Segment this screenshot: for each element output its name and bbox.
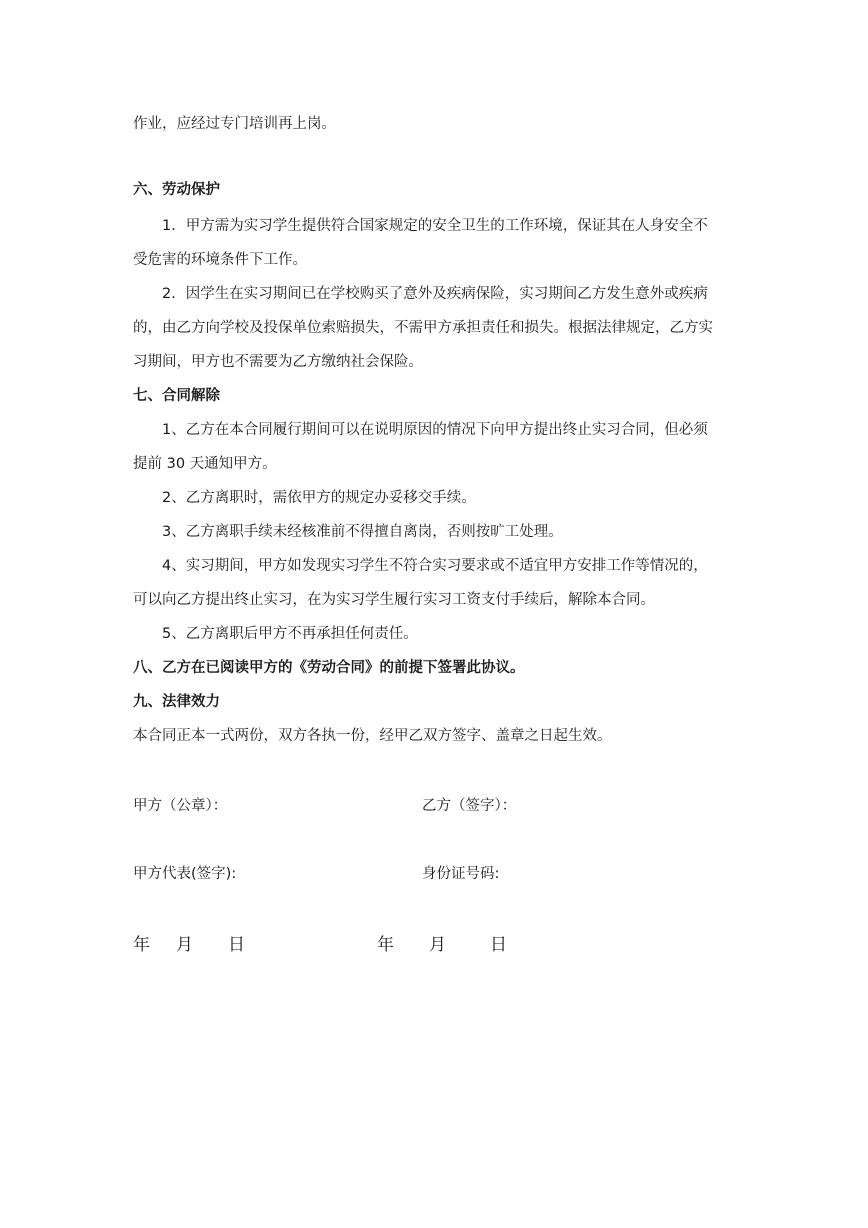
section-8-heading: 八、乙方在已阅读甲方的《劳动合同》的前提下签署此协议。: [133, 660, 525, 676]
section-6-heading: 六、劳动保护: [133, 182, 220, 198]
party-b-date-day: 日: [490, 935, 507, 955]
section-9-text: 本合同正本一式两份，双方各执一份，经甲乙双方签字、盖章之日起生效。: [133, 728, 612, 744]
section-7-item-5: 5、乙方离职后甲方不再承担任何责任。: [162, 626, 418, 642]
party-a-date-month: 月: [176, 935, 193, 955]
party-a-seal-label: 甲方（公章）：: [133, 798, 228, 814]
party-a-date-day: 日: [228, 935, 245, 955]
party-a-date-year: 年: [133, 935, 150, 955]
party-b-date-month: 月: [429, 935, 446, 955]
party-b-sign-label: 乙方（签字）：: [422, 798, 517, 814]
section-7-item-1-line-1: 1、乙方在本合同履行期间可以在说明原因的情况下向甲方提出终止实习合同，但必须: [162, 422, 708, 438]
section-7-item-2: 2、乙方离职时，需依甲方的规定办妥移交手续。: [162, 490, 476, 506]
party-a-representative-label: 甲方代表(签字):: [133, 866, 237, 882]
section-7-item-3: 3、乙方离职手续未经核准前不得擅自离岗，否则按旷工处理。: [162, 524, 563, 540]
section-6-item-2-line-2: 的，由乙方向学校及投保单位索赔损失，不需甲方承担责任和损失。根据法律规定，乙方实: [133, 320, 713, 336]
section-6-item-2-line-1: 2．因学生在实习期间已在学校购买了意外及疾病保险，实习期间乙方发生意外或疾病: [162, 286, 708, 302]
section-6-item-1-line-1: 1．甲方需为实习学生提供符合国家规定的安全卫生的工作环境，保证其在人身安全不: [162, 218, 708, 234]
section-7-item-4-line-1: 4、实习期间，甲方如发现实习学生不符合实习要求或不适宜甲方安排工作等情况的，: [162, 558, 708, 574]
party-b-date-year: 年: [377, 935, 394, 955]
id-number-label: 身份证号码:: [422, 866, 500, 882]
section-7-heading: 七、合同解除: [133, 388, 220, 404]
section-6-item-1-line-2: 受危害的环境条件下工作。: [133, 252, 307, 268]
section-6-item-2-line-3: 习期间，甲方也不需要为乙方缴纳社会保险。: [133, 354, 423, 370]
section-9-heading: 九、法律效力: [133, 694, 220, 710]
section-7-item-1-line-2: 提前 30 天通知甲方。: [133, 456, 277, 472]
paragraph-continued: 作业，应经过专门培训再上岗。: [133, 116, 336, 132]
section-7-item-4-line-2: 可以向乙方提出终止实习，在为实习学生履行实习工资支付手续后，解除本合同。: [133, 592, 655, 608]
